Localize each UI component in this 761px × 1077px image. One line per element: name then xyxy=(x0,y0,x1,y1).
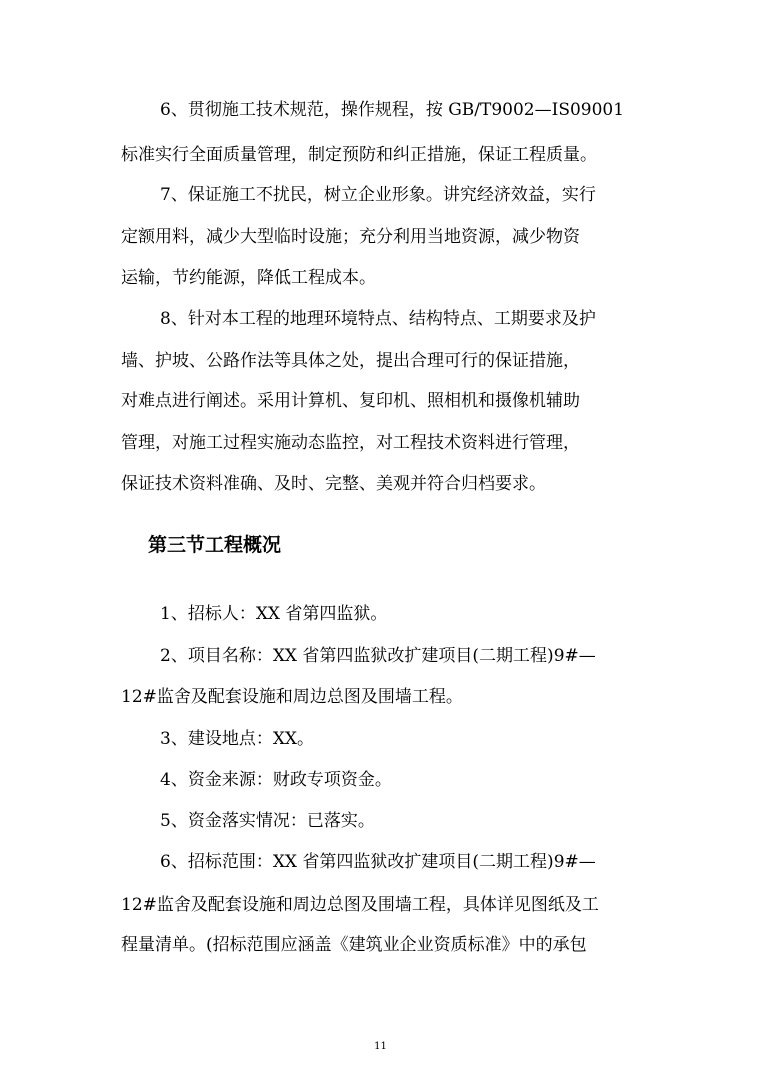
page-number: 11 xyxy=(374,1041,387,1052)
overview-item-2-line-2: 12#监舍及配套设施和周边总图及围墙工程。 xyxy=(121,687,463,707)
paragraph-8-line-4: 管理，对施工过程实施动态监控，对工程技术资料进行管理， xyxy=(121,433,580,453)
paragraph-8-line-5: 保证技术资料准确、及时、完整、美观并符合归档要求。 xyxy=(121,474,546,494)
paragraph-6-line-1: 6、贯彻施工技术规范，操作规程，按 GB/T9002—IS09001 xyxy=(160,100,625,120)
overview-item-4: 4、资金来源：财政专项资金。 xyxy=(160,770,392,790)
overview-item-6-line-2: 12#监舍及配套设施和周边总图及围墙工程，具体详见图纸及工 xyxy=(121,895,599,915)
paragraph-7-line-3: 运输，节约能源，降低工程成本。 xyxy=(121,268,376,288)
paragraph-8-line-3: 对难点进行阐述。采用计算机、复印机、照相机和摄像机辅助 xyxy=(121,391,580,411)
paragraph-6-line-2: 标准实行全面质量管理，制定预防和纠正措施，保证工程质量。 xyxy=(121,145,597,165)
paragraph-8-line-1: 8、针对本工程的地理环境特点、结构特点、工期要求及护 xyxy=(160,309,596,329)
overview-item-5: 5、资金落实情况：已落实。 xyxy=(160,811,375,831)
overview-item-1: 1、招标人：XX 省第四监狱。 xyxy=(160,604,388,624)
overview-item-6-line-1: 6、招标范围：XX 省第四监狱改扩建项目(二期工程)9#— xyxy=(160,852,596,872)
paragraph-7-line-1: 7、保证施工不扰民，树立企业形象。讲究经济效益，实行 xyxy=(160,185,596,205)
overview-item-3: 3、建设地点：XX。 xyxy=(160,729,315,749)
overview-item-6-line-3: 程量清单。(招标范围应涵盖《建筑业企业资质标准》中的承包 xyxy=(121,935,587,955)
section-heading: 第三节工程概况 xyxy=(148,534,282,556)
paragraph-7-line-2: 定额用料，减少大型临时设施；充分利用当地资源，减少物资 xyxy=(121,227,580,247)
paragraph-8-line-2: 墙、护坡、公路作法等具体之处，提出合理可行的保证措施， xyxy=(121,351,580,371)
overview-item-2-line-1: 2、项目名称：XX 省第四监狱改扩建项目(二期工程)9#— xyxy=(160,646,596,666)
